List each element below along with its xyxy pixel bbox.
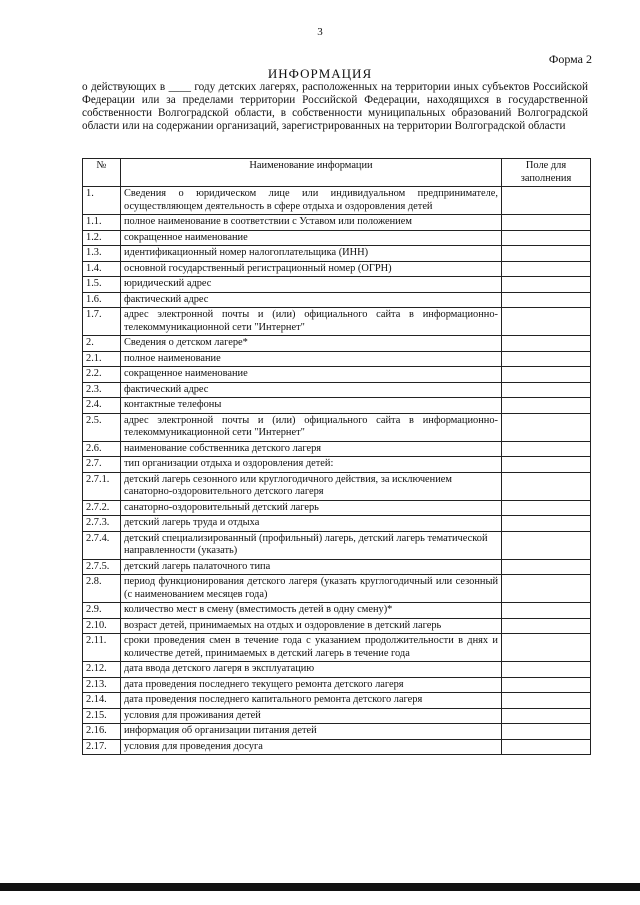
row-number: 2.16.: [83, 724, 121, 740]
form-label: Форма 2: [548, 52, 592, 66]
table-row: [83, 575, 591, 603]
information-table: [82, 158, 591, 755]
table-row: [83, 367, 591, 383]
row-name: информация об организации питания детей: [121, 724, 502, 740]
table-row: [83, 500, 591, 516]
row-field[interactable]: [502, 230, 591, 246]
row-name: контактные телефоны: [121, 398, 502, 414]
row-name: Сведения о юридическом лице или индивидуальном предпринимателе, осуществляющем деятельность в сфере отдыха и оздоровления детей: [121, 187, 502, 215]
table-row: [83, 187, 591, 215]
row-name: возраст детей, принимаемых на отдых и оздоровление в детский лагерь: [121, 618, 502, 634]
row-number: 1.1.: [83, 215, 121, 231]
row-number: 1.2.: [83, 230, 121, 246]
row-name: полное наименование в соответствии с Уставом или положением: [121, 215, 502, 231]
row-field[interactable]: [502, 398, 591, 414]
page-number: 3: [317, 26, 323, 38]
row-field[interactable]: [502, 739, 591, 755]
table-row: [83, 351, 591, 367]
row-field[interactable]: [502, 277, 591, 293]
row-field[interactable]: [502, 634, 591, 662]
row-field[interactable]: [502, 441, 591, 457]
scan-bottom-edge: [0, 883, 640, 891]
row-field[interactable]: [502, 457, 591, 473]
table-row: [83, 559, 591, 575]
table-row: [83, 662, 591, 678]
row-number: 2.: [83, 336, 121, 352]
table-header-row: [83, 159, 591, 187]
row-number: 2.15.: [83, 708, 121, 724]
row-number: 2.9.: [83, 603, 121, 619]
row-number: 2.3.: [83, 382, 121, 398]
row-number: 2.14.: [83, 693, 121, 709]
table-row: [83, 246, 591, 262]
table-row: [83, 382, 591, 398]
row-field[interactable]: [502, 215, 591, 231]
row-number: 1.: [83, 187, 121, 215]
row-name: санаторно-оздоровительный детский лагерь: [121, 500, 502, 516]
row-number: 2.7.4.: [83, 531, 121, 559]
row-field[interactable]: [502, 724, 591, 740]
table-row: [83, 693, 591, 709]
row-field[interactable]: [502, 308, 591, 336]
row-name: фактический адрес: [121, 382, 502, 398]
row-name: адрес электронной почты и (или) официального сайта в информационно-телекоммуникационной сети "Интернет": [121, 413, 502, 441]
row-number: 2.12.: [83, 662, 121, 678]
row-field[interactable]: [502, 382, 591, 398]
table-body: [83, 187, 591, 755]
row-name: условия для проживания детей: [121, 708, 502, 724]
row-name: полное наименование: [121, 351, 502, 367]
row-field[interactable]: [502, 677, 591, 693]
table-row: [83, 724, 591, 740]
header-number: №: [83, 159, 121, 187]
row-number: 1.6.: [83, 292, 121, 308]
row-field[interactable]: [502, 500, 591, 516]
row-field[interactable]: [502, 708, 591, 724]
row-field[interactable]: [502, 367, 591, 383]
row-name: сокращенное наименование: [121, 367, 502, 383]
row-name: детский лагерь палаточного типа: [121, 559, 502, 575]
table-row: [83, 230, 591, 246]
document-intro: о действующих в ____ году детских лагерях, расположенных на территории иных субъектов Российской Федерации или за пределами территории Российской Федерации, находящихся в государственной собственности Волгоградской области, в собственности муниципальных образований Волгоградской области или на содержании организаций, зарегистрированных на территории Волгоградской области: [82, 81, 588, 132]
row-number: 2.10.: [83, 618, 121, 634]
row-field[interactable]: [502, 336, 591, 352]
table-row: [83, 336, 591, 352]
table-row: [83, 398, 591, 414]
table-row: [83, 441, 591, 457]
row-number: 2.11.: [83, 634, 121, 662]
row-name: дата ввода детского лагеря в эксплуатацию: [121, 662, 502, 678]
table-row: [83, 277, 591, 293]
table-row: [83, 292, 591, 308]
row-name: количество мест в смену (вместимость детей в одну смену)*: [121, 603, 502, 619]
row-name: адрес электронной почты и (или) официального сайта в информационно-телекоммуникационной сети "Интернет": [121, 308, 502, 336]
row-number: 2.7.5.: [83, 559, 121, 575]
row-field[interactable]: [502, 261, 591, 277]
row-field[interactable]: [502, 662, 591, 678]
row-name: сокращенное наименование: [121, 230, 502, 246]
row-field[interactable]: [502, 472, 591, 500]
row-field[interactable]: [502, 413, 591, 441]
row-name: дата проведения последнего текущего ремонта детского лагеря: [121, 677, 502, 693]
table-row: [83, 413, 591, 441]
table-row: [83, 618, 591, 634]
row-name: детский лагерь сезонного или круглогодичного действия, за исключением санаторно-оздоровительного детского лагеря: [121, 472, 502, 500]
row-number: 2.7.1.: [83, 472, 121, 500]
row-number: 1.4.: [83, 261, 121, 277]
row-number: 2.1.: [83, 351, 121, 367]
row-field[interactable]: [502, 351, 591, 367]
row-name: детский лагерь труда и отдыха: [121, 516, 502, 532]
row-name: тип организации отдыха и оздоровления детей:: [121, 457, 502, 473]
row-name: наименование собственника детского лагеря: [121, 441, 502, 457]
row-number: 2.17.: [83, 739, 121, 755]
row-number: 2.6.: [83, 441, 121, 457]
row-number: 2.8.: [83, 575, 121, 603]
row-number: 2.7.2.: [83, 500, 121, 516]
table-row: [83, 634, 591, 662]
table-row: [83, 677, 591, 693]
row-number: 1.3.: [83, 246, 121, 262]
row-name: детский специализированный (профильный) лагерь, детский лагерь тематической направленности (указать): [121, 531, 502, 559]
table-row: [83, 739, 591, 755]
row-name: юридический адрес: [121, 277, 502, 293]
row-name: дата проведения последнего капитального ремонта детского лагеря: [121, 693, 502, 709]
row-name: Сведения о детском лагере*: [121, 336, 502, 352]
row-number: 1.7.: [83, 308, 121, 336]
row-field[interactable]: [502, 246, 591, 262]
row-number: 2.4.: [83, 398, 121, 414]
row-field[interactable]: [502, 603, 591, 619]
row-name: период функционирования детского лагеря (указать круглогодичный или сезонный (с наименованием месяцев года): [121, 575, 502, 603]
row-field[interactable]: [502, 187, 591, 215]
row-name: основной государственный регистрационный номер (ОГРН): [121, 261, 502, 277]
row-name: идентификационный номер налогоплательщика (ИНН): [121, 246, 502, 262]
table-row: [83, 457, 591, 473]
table-row: [83, 215, 591, 231]
header-name: Наименование информации: [121, 159, 502, 187]
document-title: ИНФОРМАЦИЯ: [267, 66, 373, 81]
table-row: [83, 308, 591, 336]
table-row: [83, 603, 591, 619]
table-row: [83, 708, 591, 724]
table-row: [83, 516, 591, 532]
table-row: [83, 531, 591, 559]
header-field: Поле для заполнения: [502, 159, 591, 187]
row-name: сроки проведения смен в течение года с указанием продолжительности в днях и количестве детей, принимаемых в детский лагерь в течение года: [121, 634, 502, 662]
row-name: условия для проведения досуга: [121, 739, 502, 755]
table-row: [83, 472, 591, 500]
row-field[interactable]: [502, 516, 591, 532]
row-field[interactable]: [502, 575, 591, 603]
row-number: 2.5.: [83, 413, 121, 441]
row-field[interactable]: [502, 531, 591, 559]
row-name: фактический адрес: [121, 292, 502, 308]
row-field[interactable]: [502, 559, 591, 575]
row-number: 1.5.: [83, 277, 121, 293]
table-row: [83, 261, 591, 277]
row-field[interactable]: [502, 693, 591, 709]
row-field[interactable]: [502, 618, 591, 634]
row-field[interactable]: [502, 292, 591, 308]
row-number: 2.13.: [83, 677, 121, 693]
row-number: 2.2.: [83, 367, 121, 383]
row-number: 2.7.: [83, 457, 121, 473]
row-number: 2.7.3.: [83, 516, 121, 532]
